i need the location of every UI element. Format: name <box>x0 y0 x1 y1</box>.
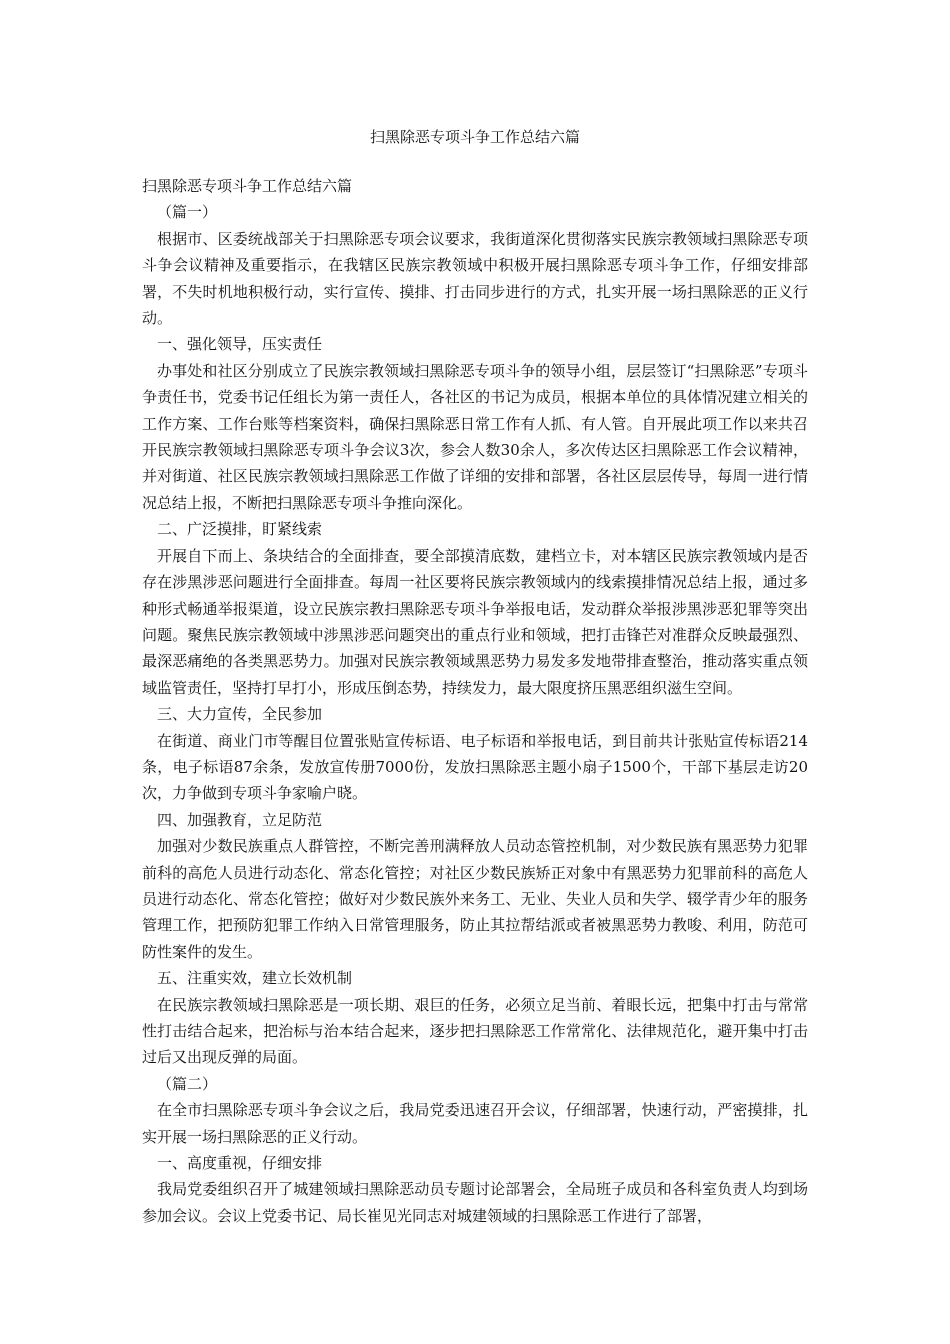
part-label-1: （篇一） <box>157 203 218 222</box>
document-subtitle: 扫黑除恶专项斗争工作总结六篇 <box>142 177 353 195</box>
paragraph-5: 加强对少数民族重点人群管控，不断完善刑满释放人员动态管控机制，对少数民族有黑恶势力犯罪前科的高危人员进行动态化、常态化管控；对社区少数民族矫正对象中有黑恶势力犯罪前科的高危人员进行动态化、常态化管控；做好对少数民族外来务工、无业、失业人员和失学、辍学青少年的服务管理工作，把预防犯罪工作纳入日常管理服务，防止其拉帮结派或者被黑恶势力教唆、利用，防范可防性案件的发生。 <box>142 837 808 961</box>
section-heading-1: 一、强化领导，压实责任 <box>157 335 323 354</box>
section-heading-5: 五、注重实效，建立长效机制 <box>157 969 353 988</box>
section-heading-4: 四、加强教育，立足防范 <box>157 810 323 829</box>
part-label-2: （篇二） <box>157 1074 218 1093</box>
paragraph-3: 开展自下而上、条块结合的全面排查，要全部摸清底数，建档立卡，对本辖区民族宗教领域内是否存在涉黑涉恶问题进行全面排查。每周一社区要将民族宗教领域内的线索摸排情况总结上报，通过多种形式畅通举报渠道，设立民族宗教扫黑除恶专项斗争举报电话，发动群众举报涉黑涉恶犯罪等突出问题。聚焦民族宗教领域中涉黑涉恶问题突出的重点行业和领域，把打击锋芒对准群众反映最强烈、最深恶痛绝的各类黑恶势力。加强对民族宗教领域黑恶势力易发多发地带排查整治，推动落实重点领域监管责任，坚持打早打小，形成压倒态势，持续发力，最大限度挤压黑恶组织滋生空间。 <box>142 546 808 697</box>
document-title: 扫黑除恶专项斗争工作总结六篇 <box>369 128 580 146</box>
section-heading-2: 二、广泛摸排，盯紧线索 <box>157 520 323 539</box>
paragraph-4: 在街道、商业门市等醒目位置张贴宣传标语、电子标语和举报电话，到目前共计张贴宣传标语214条，电子标语87余条，发放宣传册7000份，发放扫黑除恶主题小扇子1500个，干部下基层走访20次，力争做到专项斗争家喻户晓。 <box>142 731 808 803</box>
paragraph-1: 根据市、区委统战部关于扫黑除恶专项会议要求，我街道深化贯彻落实民族宗教领域扫黑除恶专项斗争会议精神及重要指示，在我辖区民族宗教领域中积极开展扫黑除恶专项斗争工作，仔细安排部署，不失时机地积极行动，实行宣传、摸排、打击同步进行的方式，扎实开展一场扫黑除恶的正义行动。 <box>142 229 808 328</box>
paragraph-6: 在民族宗教领域扫黑除恶是一项长期、艰巨的任务，必须立足当前、着眼长远，把集中打击与常常性打击结合起来，把治标与治本结合起来，逐步把扫黑除恶工作常常化、法律规范化，避开集中打击过后又出现反弹的局面。 <box>142 995 808 1067</box>
section-heading-6: 一、高度重视，仔细安排 <box>157 1154 323 1173</box>
paragraph-8: 我局党委组织召开了城建领域扫黑除恶动员专题讨论部署会，全局班子成员和各科室负责人均到场参加会议。会议上党委书记、局长崔见光同志对城建领域的扫黑除恶工作进行了部署， <box>142 1180 808 1225</box>
document-body <box>142 173 808 1229</box>
paragraph-2: 办事处和社区分别成立了民族宗教领域扫黑除恶专项斗争的领导小组，层层签订“扫黑除恶”专项斗争责任书，党委书记任组长为第一责任人，各社区的书记为成员，根据本单位的具体情况建立相关的工作方案、工作台账等档案资料，确保扫黑除恶日常工作有人抓、有人管。自开展此项工作以来共召开民族宗教领域扫黑除恶专项斗争会议3次，参会人数30余人，多次传达区扫黑除恶工作会议精神，并对街道、社区民族宗教领域扫黑除恶工作做了详细的安排和部署，各社区层层传导，每周一进行情况总结上报，不断把扫黑除恶专项斗争推向深化。 <box>142 361 808 512</box>
paragraph-7: 在全市扫黑除恶专项斗争会议之后，我局党委迅速召开会议，仔细部署，快速行动，严密摸排，扎实开展一场扫黑除恶的正义行动。 <box>142 1101 808 1146</box>
section-heading-3: 三、大力宣传，全民参加 <box>157 705 323 724</box>
